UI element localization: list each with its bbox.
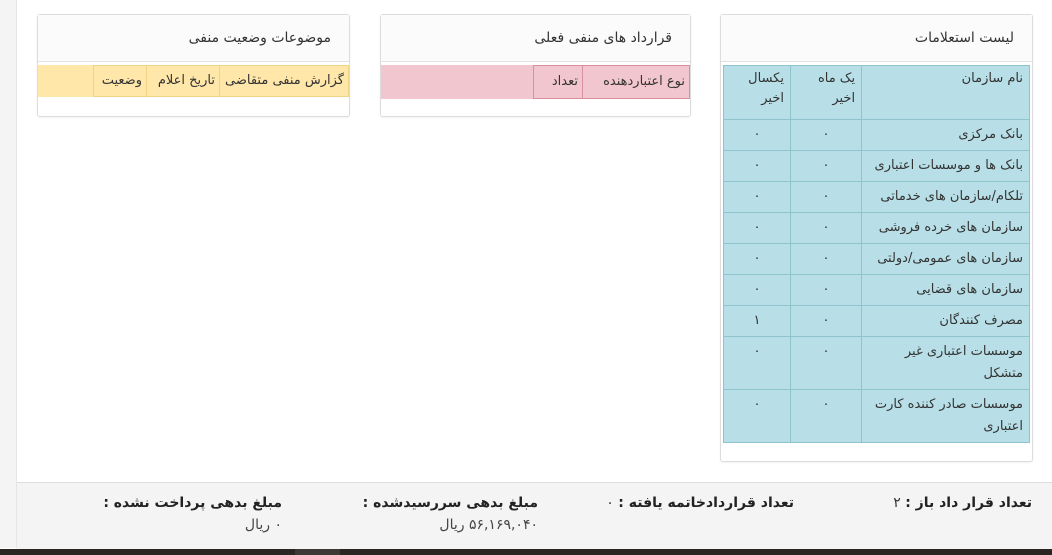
year-count: ۰ bbox=[724, 182, 791, 213]
table-row bbox=[724, 151, 1030, 182]
month-count: ۰ bbox=[790, 151, 861, 182]
header-status: وضعیت bbox=[94, 66, 147, 97]
table-row bbox=[724, 390, 1030, 443]
year-count: ۰ bbox=[724, 244, 791, 275]
inquiry-table bbox=[723, 65, 1030, 443]
open-contracts-summary bbox=[893, 495, 1032, 511]
month-count: ۰ bbox=[790, 120, 861, 151]
header-filler bbox=[381, 66, 534, 99]
table-row bbox=[724, 120, 1030, 151]
header-creditor-type: نوع اعتباردهنده bbox=[583, 66, 690, 99]
header-org-name: نام سازمان bbox=[862, 66, 1030, 120]
negative-status-panel bbox=[37, 14, 350, 117]
header-last-year: یکسال اخیر bbox=[724, 66, 791, 120]
overdue-debt-summary bbox=[363, 495, 538, 533]
negative-contracts-title: قرارداد های منفی فعلی bbox=[381, 15, 690, 62]
month-count: ۰ bbox=[790, 390, 861, 443]
table-row bbox=[724, 244, 1030, 275]
inquiry-list-panel bbox=[720, 14, 1033, 462]
month-count: ۰ bbox=[790, 337, 861, 390]
header-filler bbox=[38, 66, 94, 97]
org-name: بانک ها و موسسات اعتباری bbox=[862, 151, 1030, 182]
year-count: ۰ bbox=[724, 213, 791, 244]
left-sidebar-edge bbox=[0, 0, 17, 548]
overdue-debt-value: ۵۶,۱۶۹,۰۴۰ ریال bbox=[439, 517, 538, 533]
table-row bbox=[724, 182, 1030, 213]
org-name: موسسات صادر کننده کارت اعتباری bbox=[862, 390, 1030, 443]
month-count: ۰ bbox=[790, 213, 861, 244]
negative-contracts-panel bbox=[380, 14, 691, 117]
inquiry-list-title: لیست استعلامات bbox=[721, 15, 1032, 62]
negative-status-title: موضوعات وضعیت منفی bbox=[38, 15, 349, 62]
header-negative-report: گزارش منفی متقاضی bbox=[220, 66, 349, 97]
unpaid-debt-label: مبلغ بدهی پرداخت نشده : bbox=[103, 495, 282, 511]
table-row bbox=[724, 337, 1030, 390]
header-last-month: یک ماه اخیر bbox=[790, 66, 861, 120]
month-count: ۰ bbox=[790, 182, 861, 213]
year-count: ۰ bbox=[724, 151, 791, 182]
org-name: سازمان های خرده فروشی bbox=[862, 213, 1030, 244]
closed-contracts-label: تعداد قراردادخاتمه یافته : bbox=[618, 495, 794, 511]
open-contracts-value: ۲ bbox=[893, 495, 901, 511]
table-row bbox=[724, 275, 1030, 306]
org-name: سازمان های عمومی/دولتی bbox=[862, 244, 1030, 275]
org-name: تلکام/سازمان های خدماتی bbox=[862, 182, 1030, 213]
org-name: موسسات اعتباری غیر متشکل bbox=[862, 337, 1030, 390]
year-count: ۰ bbox=[724, 275, 791, 306]
month-count: ۰ bbox=[790, 244, 861, 275]
overdue-debt-label: مبلغ بدهی سررسیدشده : bbox=[362, 495, 538, 511]
negative-contracts-table bbox=[381, 65, 690, 99]
table-row bbox=[724, 306, 1030, 337]
year-count: ۱ bbox=[724, 306, 791, 337]
taskbar-segment bbox=[295, 549, 340, 555]
header-announce-date: تاریخ اعلام bbox=[147, 66, 220, 97]
org-name: بانک مرکزی bbox=[862, 120, 1030, 151]
summary-footer bbox=[17, 482, 1052, 549]
negative-status-table bbox=[38, 65, 349, 97]
month-count: ۰ bbox=[790, 306, 861, 337]
month-count: ۰ bbox=[790, 275, 861, 306]
closed-contracts-summary bbox=[606, 495, 794, 511]
negative-contracts-header-row bbox=[381, 66, 690, 99]
org-name: سازمان های قضایی bbox=[862, 275, 1030, 306]
inquiry-header-row bbox=[724, 66, 1030, 120]
unpaid-debt-summary bbox=[103, 495, 282, 533]
unpaid-debt-value: ۰ ریال bbox=[244, 517, 282, 533]
table-row bbox=[724, 213, 1030, 244]
negative-status-header-row bbox=[38, 66, 349, 97]
taskbar-edge bbox=[0, 549, 1052, 555]
org-name: مصرف کنندگان bbox=[862, 306, 1030, 337]
open-contracts-label: تعداد قرار داد باز : bbox=[905, 495, 1032, 511]
year-count: ۰ bbox=[724, 337, 791, 390]
header-count: تعداد bbox=[534, 66, 583, 99]
year-count: ۰ bbox=[724, 120, 791, 151]
year-count: ۰ bbox=[724, 390, 791, 443]
closed-contracts-value: ۰ bbox=[606, 495, 614, 511]
